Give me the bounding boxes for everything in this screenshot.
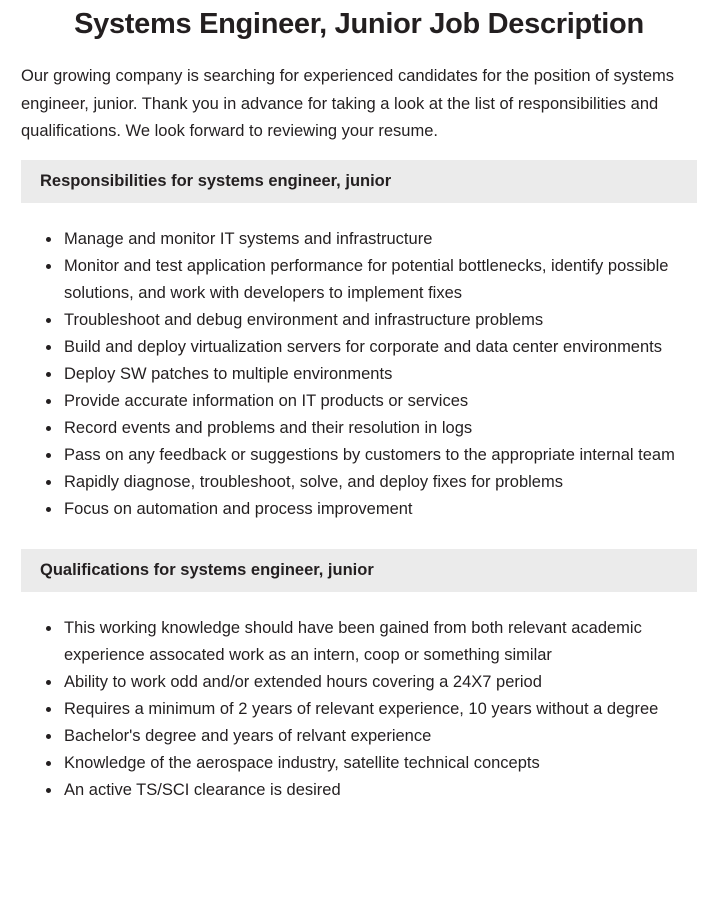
list-item: • Rapidly diagnose, troubleshoot, solve, and deploy fixes for problems <box>62 469 697 496</box>
list-item: • Provide accurate information on IT products or services <box>62 388 697 415</box>
list-item: • Requires a minimum of 2 years of relevant experience, 10 years without a degree <box>62 696 697 723</box>
qualifications-section-header: Qualifications for systems engineer, junior <box>21 549 697 592</box>
intro-paragraph: Our growing company is searching for experienced candidates for the position of systems engineer, junior. Thank you in advance for taking a look at the list of responsibilities and qualifications. We look forward to reviewing your resume. <box>21 67 674 140</box>
list-item: • Monitor and test application performance for potential bottlenecks, identify possible solutions, and work with developers to implement fixes <box>62 253 697 307</box>
list-item: • This working knowledge should have been gained from both relevant academic experience assocated work as an intern, coop or something similar <box>62 615 697 669</box>
responsibilities-section <box>21 160 697 523</box>
list-item: • An active TS/SCI clearance is desired <box>62 777 697 804</box>
job-description-page <box>0 7 720 897</box>
list-item: • Record events and problems and their resolution in logs <box>62 415 697 442</box>
list-item: • Troubleshoot and debug environment and infrastructure problems <box>62 307 697 334</box>
list-item: • Build and deploy virtualization servers for corporate and data center environments <box>62 334 697 361</box>
list-item: • Focus on automation and process improvement <box>62 496 697 523</box>
list-item: • Pass on any feedback or suggestions by customers to the appropriate internal team <box>62 442 697 469</box>
responsibilities-list <box>21 226 697 523</box>
page-title: Systems Engineer, Junior Job Description <box>74 8 644 40</box>
qualifications-list <box>21 615 697 804</box>
list-item: • Deploy SW patches to multiple environments <box>62 361 697 388</box>
list-item: • Ability to work odd and/or extended hours covering a 24X7 period <box>62 669 697 696</box>
qualifications-section <box>21 549 697 804</box>
list-item: • Manage and monitor IT systems and infrastructure <box>62 226 697 253</box>
responsibilities-section-header: Responsibilities for systems engineer, junior <box>21 160 697 203</box>
list-item: • Knowledge of the aerospace industry, satellite technical concepts <box>62 750 697 777</box>
list-item: • Bachelor's degree and years of relvant experience <box>62 723 697 750</box>
